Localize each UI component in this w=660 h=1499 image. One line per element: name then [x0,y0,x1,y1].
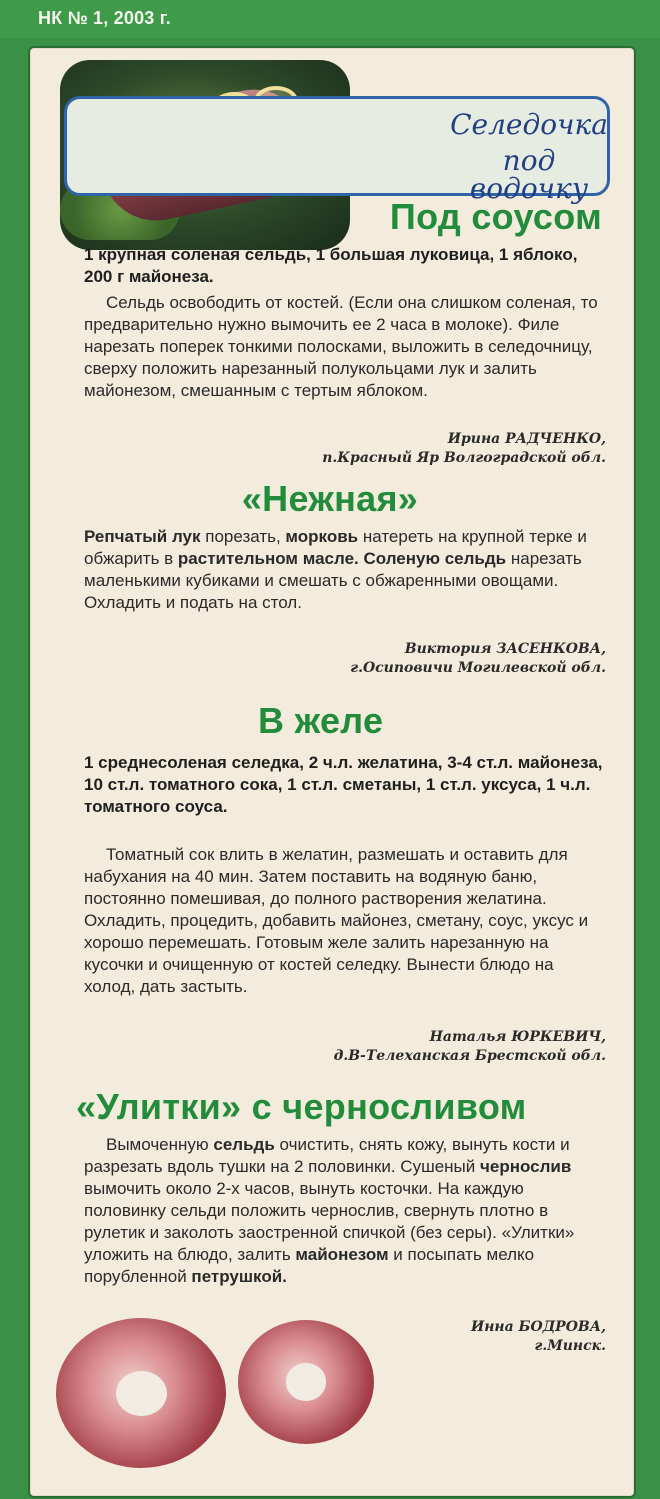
roll-center [116,1371,167,1416]
author-name: Инна БОДРОВА, [470,1319,606,1335]
top-bar [0,0,660,38]
ingredient-highlight: растительном масле. [177,549,359,568]
author-place: г.Минск. [534,1338,606,1354]
herring-roll-image [238,1320,374,1444]
banner-title-line1: Селедочка [450,108,608,141]
title-banner [64,96,610,205]
recipe-text: Томатный сок влить в желатин, размешать и оставить для набухания на 40 мин. Затем поставить на водяную баню, постоянно помешивая, до полного растворения желатина. Охладить, процедить, добавить майонез, сметану, соус, уксус и хорошо перемешать. Готовым желе залить нарезанную на кусочки и очищенную от костей селедку. Вынести блюдо на холод, дать застыть. [84,845,589,996]
banner-title-line2: под водочку [469,144,589,205]
recipe-author [246,640,606,678]
author-name: Ирина РАДЧЕНКО, [447,431,606,447]
ingredient-highlight: Репчатый лук [84,527,201,546]
recipe-text-fragment: очистить, снять кожу, вынуть кости и разрезать вдоль тушки на 2 половинки. Сушеный [84,1135,570,1176]
author-name: Наталья ЮРКЕВИЧ, [429,1029,606,1045]
recipe-text-fragment: и посыпать мелко порубленной [84,1245,535,1286]
recipe-author [246,430,606,468]
author-place: д.В-Телеханская Брестской обл. [333,1048,606,1064]
recipe-title: В желе [258,700,384,741]
ingredient-highlight: морковь [285,527,359,546]
recipe-author [246,1028,606,1066]
issue-label: НК № 1, 2003 г. [38,8,171,28]
ingredient-highlight: Соленую сельдь [363,549,507,568]
ingredient-highlight: петрушкой. [191,1267,287,1286]
recipe-title: Под соусом [389,196,602,237]
recipe-text-fragment: порезать, [200,527,286,546]
recipe-text [84,1134,606,1288]
recipe-text [84,526,606,614]
recipe-text-fragment: натереть на крупной терке и обжарить в [84,527,587,568]
recipe-text: Сельдь освободить от костей. (Если она слишком соленая, то предварительно нужно вымочить ее 2 часа в молоке). Филе нарезать поперек тонкими полосками, выложить в селедочницу, сверху положить нарезанный полукольцами лук и залить майонезом, смешанным с тертым яблоком. [84,293,598,400]
recipe-title: «Улитки» с черносливом [76,1086,527,1127]
author-place: п.Красный Яр Волгоградской обл. [322,450,606,466]
recipe-ingredients: 1 среднесоленая селедка, 2 ч.л. желатина, 3-4 ст.л. майонеза, 10 ст.л. томатного сока, 1 ст.л. сметаны, 1 ст.л. уксуса, 1 ч.л. томатного соуса. [84,753,603,816]
herring-roll-image [56,1318,226,1468]
author-name: Виктория ЗАСЕНКОВА, [404,641,606,657]
recipe-ingredients: 1 крупная соленая сельдь, 1 большая луковица, 1 яблоко, 200 г майонеза. [84,245,578,286]
ingredient-highlight: чернослив [480,1157,572,1176]
recipe-text-fragment: вымочить около 2-х часов, вынуть косточки. На каждую половинку сельди положить чернослив, свернуть плотно в рулетик и заколоть заостренной спичкой (без серы). «Улитки» уложить на блюдо, залить [84,1179,575,1264]
ingredient-highlight: майонезом [295,1245,389,1264]
recipe-text-fragment: нарезать маленькими кубиками и смешать с обжаренными овощами. Охладить и подать на стол. [84,549,582,612]
author-place: г.Осиповичи Могилевской обл. [350,660,606,676]
roll-center [286,1363,327,1400]
ingredient-highlight: сельдь [213,1135,275,1154]
recipe-title: «Нежная» [241,478,419,519]
recipe-text-fragment: Вымоченную [106,1135,214,1154]
